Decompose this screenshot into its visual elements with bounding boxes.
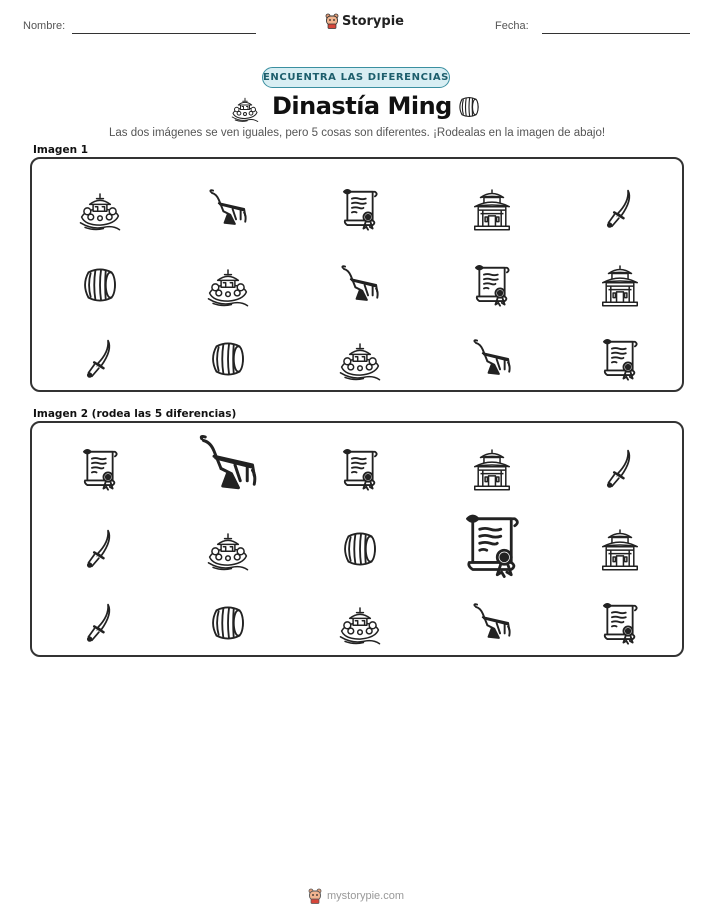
image-1-panel bbox=[30, 157, 684, 392]
garden-icon bbox=[77, 186, 123, 232]
drum-icon[interactable] bbox=[337, 526, 383, 572]
garden-icon bbox=[337, 336, 383, 382]
sword-icon[interactable] bbox=[77, 526, 123, 572]
garden-icon[interactable] bbox=[337, 600, 383, 646]
date-field[interactable] bbox=[542, 33, 690, 34]
scroll-icon[interactable] bbox=[77, 446, 123, 492]
plow-icon[interactable] bbox=[469, 600, 515, 646]
drum-icon bbox=[205, 336, 251, 382]
footer bbox=[308, 888, 404, 904]
sword-icon[interactable] bbox=[597, 446, 643, 492]
instructions: Las dos imágenes se ven iguales, pero 5 cosas son diferentes. ¡Rodealas en la imagen de abajo! bbox=[108, 127, 606, 139]
sword-icon[interactable] bbox=[77, 600, 123, 646]
panel-1-label: Imagen 1 bbox=[33, 144, 89, 156]
pagoda-icon bbox=[597, 262, 643, 308]
footer-url: mystorypie.com bbox=[327, 890, 405, 902]
title-garden-icon bbox=[230, 93, 260, 123]
brand-name: Storypie bbox=[342, 13, 404, 29]
title-drum-icon bbox=[455, 93, 485, 123]
mascot-icon bbox=[325, 13, 339, 29]
scroll-icon[interactable] bbox=[337, 446, 383, 492]
garden-icon[interactable] bbox=[205, 526, 251, 572]
plow-icon bbox=[469, 336, 515, 382]
scroll-icon bbox=[469, 262, 515, 308]
sword-icon bbox=[77, 336, 123, 382]
worksheet-type-badge: ENCUENTRA LAS DIFERENCIAS bbox=[262, 67, 450, 88]
scroll-icon[interactable] bbox=[597, 600, 643, 646]
drum-icon[interactable] bbox=[205, 600, 251, 646]
sword-icon bbox=[597, 186, 643, 232]
pagoda-icon bbox=[469, 186, 515, 232]
name-field[interactable] bbox=[72, 33, 256, 34]
drum-icon bbox=[77, 262, 123, 308]
garden-icon bbox=[205, 262, 251, 308]
pagoda-icon[interactable] bbox=[469, 446, 515, 492]
plow-icon bbox=[337, 262, 383, 308]
scroll-icon bbox=[337, 186, 383, 232]
plow-icon-large[interactable] bbox=[193, 430, 263, 500]
name-label: Nombre: bbox=[23, 20, 66, 32]
panel-2-label: Imagen 2 (rodea las 5 diferencias) bbox=[33, 408, 237, 420]
plow-icon bbox=[205, 186, 251, 232]
scroll-icon bbox=[597, 336, 643, 382]
date-label: Fecha: bbox=[495, 20, 529, 32]
page-title: Dinastía Ming bbox=[272, 92, 452, 120]
brand-logo bbox=[325, 13, 404, 29]
footer-mascot-icon bbox=[308, 888, 322, 904]
pagoda-icon[interactable] bbox=[597, 526, 643, 572]
scroll-icon-large[interactable] bbox=[457, 510, 527, 580]
image-2-panel[interactable] bbox=[30, 421, 684, 657]
